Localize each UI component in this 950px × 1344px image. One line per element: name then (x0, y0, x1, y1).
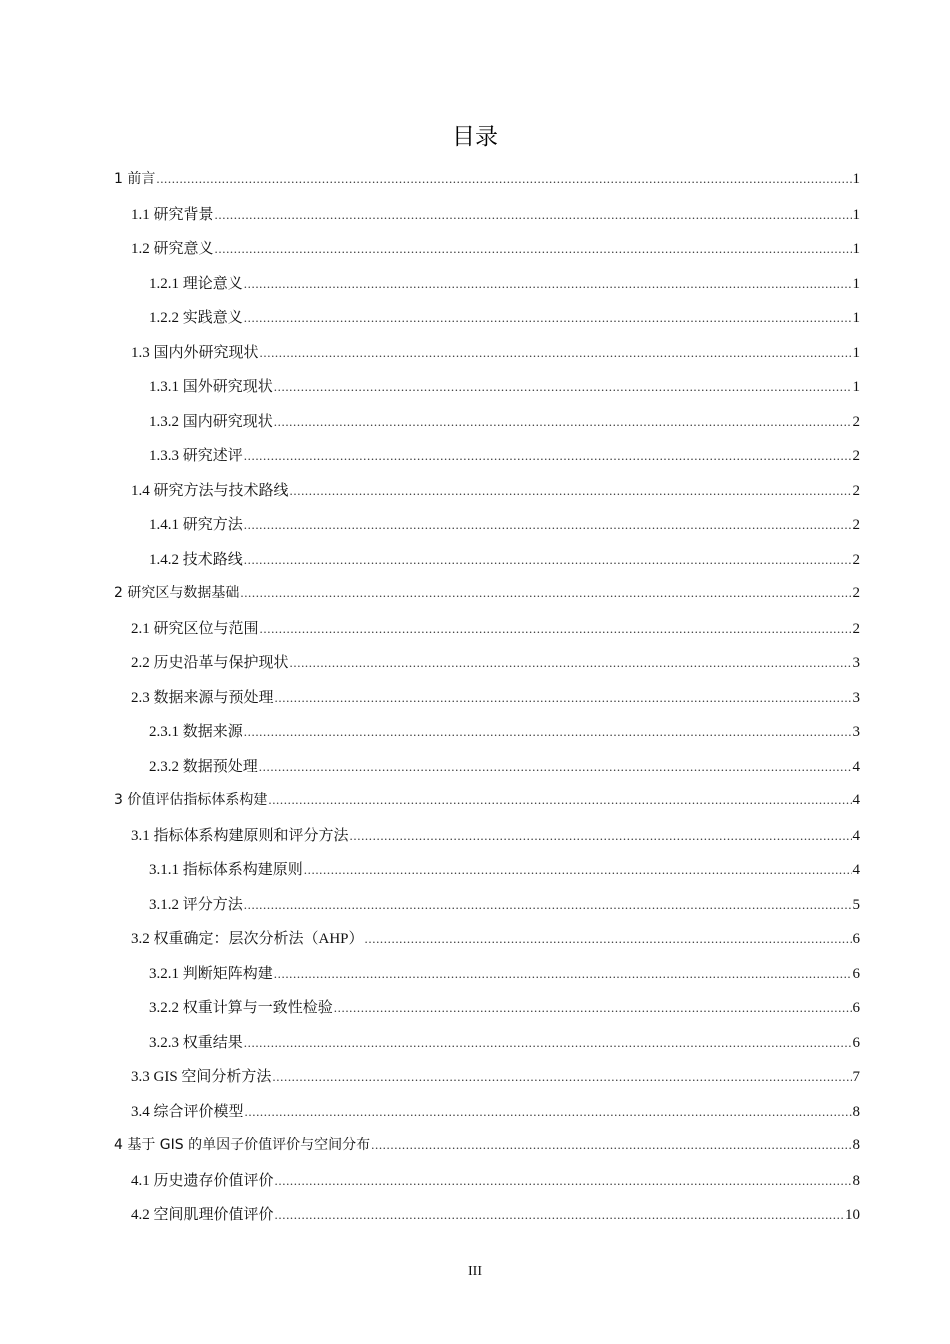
toc-entry-label: 4 基于 GIS 的单因子价值评价与空间分布 (114, 1137, 371, 1153)
toc-entry[interactable] (131, 479, 860, 501)
toc-entry-page: 4 (852, 792, 860, 808)
toc-entry-page: 8 (852, 1103, 860, 1120)
toc-dot-leader (244, 276, 852, 292)
toc-entry-label: 3.3 GIS 空间分析方法 (131, 1069, 272, 1085)
toc-entry-page: 3 (852, 724, 860, 740)
toc-entry[interactable] (114, 168, 860, 190)
toc-entry-label: 3.2.2 权重计算与一致性检验 (149, 1000, 333, 1016)
toc-entry[interactable] (131, 1065, 860, 1087)
toc-dot-leader (244, 724, 852, 740)
toc-entry[interactable] (131, 824, 860, 846)
toc-entry[interactable] (131, 651, 860, 673)
page-number: III (468, 1264, 482, 1279)
toc-entry[interactable] (149, 272, 860, 294)
toc-entry-label: 3.1.2 评分方法 (149, 896, 243, 913)
toc-dot-leader (365, 931, 852, 947)
toc-entry[interactable] (131, 1203, 860, 1225)
toc-entry-label: 1.3 国内外研究现状 (131, 344, 259, 361)
toc-entry[interactable] (149, 720, 860, 742)
toc-entry[interactable] (131, 686, 860, 708)
toc-title: 目录 (452, 124, 498, 150)
toc-entry[interactable] (149, 893, 860, 915)
toc-entry[interactable] (149, 306, 860, 328)
toc-entry-page: 2 (852, 448, 860, 464)
toc-dot-leader (304, 862, 852, 878)
toc-dot-leader (244, 1035, 852, 1051)
toc-dot-leader (244, 310, 852, 326)
toc-dot-leader (268, 792, 851, 808)
toc-entry-page: 2 (852, 413, 860, 430)
toc-entry-page: 1 (852, 310, 860, 326)
toc-entry[interactable] (149, 548, 860, 570)
toc-entry-label: 3 价值评估指标体系构建 (114, 792, 268, 808)
toc-entry-page: 1 (852, 275, 860, 292)
toc-entry[interactable] (131, 1100, 860, 1122)
toc-entry-label: 3.4 综合评价模型 (131, 1103, 244, 1120)
toc-dot-leader (244, 517, 852, 533)
toc-dot-leader (215, 207, 852, 223)
toc-dot-leader (350, 828, 852, 844)
toc-entry-page: 6 (852, 965, 860, 982)
toc-entry[interactable] (131, 341, 860, 363)
toc-dot-leader (260, 345, 852, 361)
toc-dot-leader (275, 690, 852, 706)
toc-dot-leader (260, 621, 852, 637)
toc-entry-page: 6 (852, 931, 860, 947)
toc-entry-label: 4.1 历史遗存价值评价 (131, 1172, 274, 1189)
toc-entry[interactable] (149, 410, 860, 432)
toc-entry[interactable] (114, 582, 860, 604)
toc-dot-leader (371, 1137, 851, 1153)
toc-entry-label: 1.4.2 技术路线 (149, 551, 243, 568)
toc-entry[interactable] (149, 755, 860, 777)
toc-entry[interactable] (149, 444, 860, 466)
toc-dot-leader (334, 1000, 852, 1016)
toc-entry-label: 1.1 研究背景 (131, 206, 214, 223)
toc-dot-leader (275, 1173, 852, 1189)
toc-entry-label: 2.2 历史沿革与保护现状 (131, 655, 289, 671)
toc-entry-page: 1 (852, 379, 860, 395)
toc-entry-page: 4 (852, 758, 860, 775)
toc-entry-page: 1 (852, 171, 860, 187)
toc-entry[interactable] (149, 1031, 860, 1053)
toc-entry-page: 8 (852, 1137, 860, 1153)
toc-entry-label: 2 研究区与数据基础 (114, 585, 240, 601)
toc-entry-label: 1.2.1 理论意义 (149, 275, 243, 292)
toc-entry-page: 6 (852, 1000, 860, 1016)
toc-entry-label: 1.4.1 研究方法 (149, 517, 243, 533)
toc-entry-page: 2 (852, 620, 860, 637)
toc-entry-label: 2.1 研究区位与范围 (131, 620, 259, 637)
toc-entry-label: 1.2.2 实践意义 (149, 310, 243, 326)
toc-entry-page: 8 (852, 1172, 860, 1189)
toc-entry[interactable] (149, 513, 860, 535)
toc-dot-leader (156, 171, 851, 187)
toc-entry-page: 4 (852, 827, 860, 844)
toc-entry-page: 3 (852, 689, 860, 706)
toc-entry-label: 2.3.2 数据预处理 (149, 758, 258, 775)
toc-entry[interactable] (149, 375, 860, 397)
toc-dot-leader (274, 966, 852, 982)
toc-entry[interactable] (149, 996, 860, 1018)
toc-entry[interactable] (131, 203, 860, 225)
toc-dot-leader (274, 379, 852, 395)
toc-entry-label: 1.2 研究意义 (131, 241, 214, 257)
toc-entry-page: 2 (852, 517, 860, 533)
toc-entry-page: 3 (852, 655, 860, 671)
toc-entry-page: 2 (852, 482, 860, 499)
toc-entry[interactable] (149, 858, 860, 880)
toc-dot-leader (272, 1069, 851, 1085)
toc-entry-label: 3.2 权重确定：层次分析法（AHP） (131, 931, 364, 947)
toc-dot-leader (259, 759, 852, 775)
toc-entry-label: 3.1.1 指标体系构建原则 (149, 862, 303, 878)
toc-dot-leader (245, 1104, 852, 1120)
toc-dot-leader (290, 655, 852, 671)
toc-entry-page: 2 (852, 585, 860, 601)
toc-entry-label: 3.1 指标体系构建原则和评分方法 (131, 827, 349, 844)
toc-entry-label: 1.3.3 研究述评 (149, 448, 243, 464)
toc-entry-page: 1 (852, 206, 860, 223)
toc-dot-leader (244, 448, 852, 464)
toc-entry-page: 1 (852, 344, 860, 361)
toc-entry[interactable] (149, 962, 860, 984)
toc-entry-page: 7 (852, 1069, 860, 1085)
toc-dot-leader (275, 1207, 844, 1223)
toc-entry-label: 3.2.1 判断矩阵构建 (149, 965, 273, 982)
toc-entry-label: 1 前言 (114, 171, 156, 187)
toc-dot-leader (240, 585, 851, 601)
toc-entry-page: 4 (852, 862, 860, 878)
toc-entry[interactable] (114, 789, 860, 811)
toc-entry-label: 3.2.3 权重结果 (149, 1034, 243, 1051)
toc-entry-label: 1.3.1 国外研究现状 (149, 379, 273, 395)
toc-dot-leader (290, 483, 852, 499)
toc-entry[interactable] (114, 1134, 860, 1156)
toc-entry-label: 1.3.2 国内研究现状 (149, 413, 273, 430)
toc-entry-label: 1.4 研究方法与技术路线 (131, 482, 289, 499)
toc-dot-leader (244, 552, 852, 568)
toc-dot-leader (215, 241, 852, 257)
toc-entry-page: 6 (852, 1034, 860, 1051)
toc-entry[interactable] (131, 617, 860, 639)
toc-entry[interactable] (131, 1169, 860, 1191)
toc-entry-label: 4.2 空间肌理价值评价 (131, 1207, 274, 1223)
toc-dot-leader (274, 414, 852, 430)
toc-dot-leader (244, 897, 852, 913)
toc-entry[interactable] (131, 237, 860, 259)
toc-entry-page: 10 (845, 1207, 860, 1223)
toc-entry-page: 1 (852, 241, 860, 257)
toc-entry[interactable] (131, 927, 860, 949)
toc-entry-page: 2 (852, 551, 860, 568)
toc-entry-label: 2.3.1 数据来源 (149, 724, 243, 740)
toc-entry-page: 5 (852, 896, 860, 913)
toc-entry-label: 2.3 数据来源与预处理 (131, 689, 274, 706)
